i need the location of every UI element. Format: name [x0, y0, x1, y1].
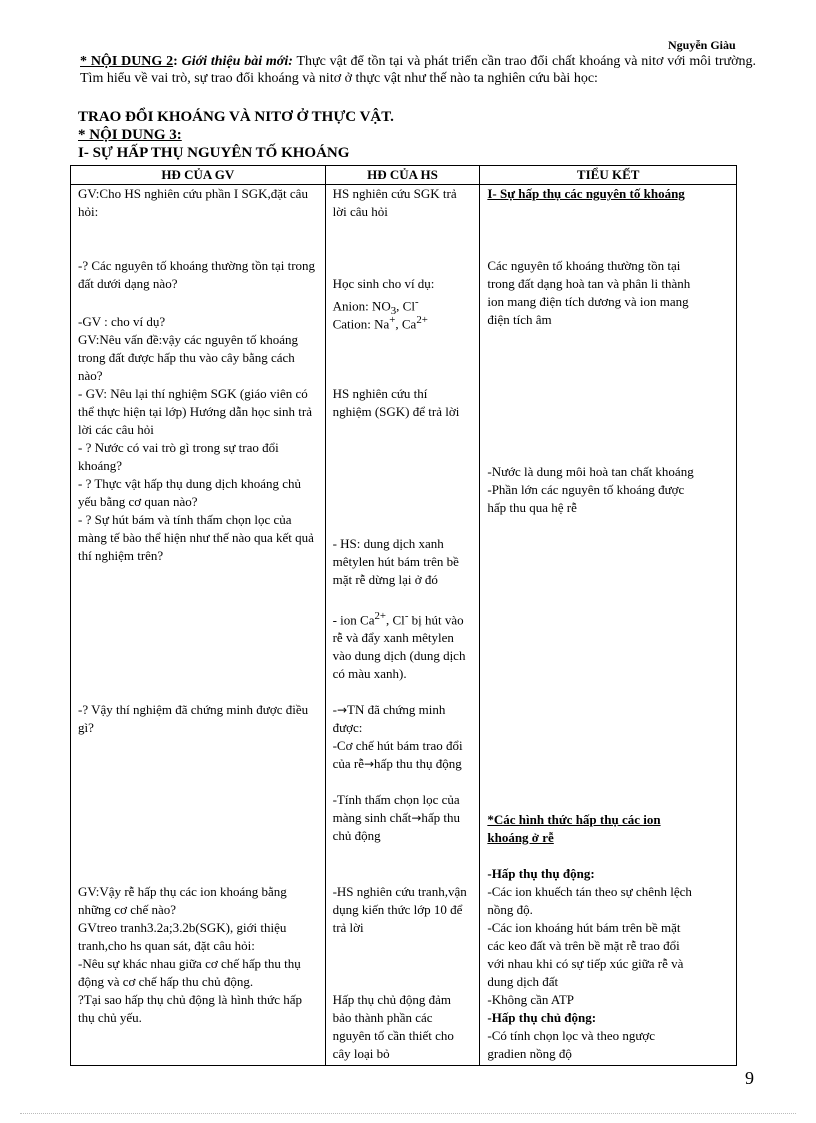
tk-subheading: -Hấp thụ thụ động:	[487, 866, 595, 881]
hs-cation-line: Cation: Na+, $Ca^{2+}$	[332, 314, 428, 332]
hs-ion-block: - ion $Ca^{2+}$, Cl- bị hút vào rễ và đẩy xanh mêtylen vào dung dịch (dung dịch có màu xanh).	[332, 610, 466, 682]
arrow-right-icon: →	[411, 811, 422, 825]
hs-block: Học sinh cho ví dụ:	[332, 276, 435, 291]
intro-paragraph: * NỘI DUNG 2: Giới thiệu bài mới: Thực vật để tồn tại và phát triển cần trao đổi chất khoáng và nitơ với môi trường. Tìm hiểu về vai trò, sự trao đổi khoáng và nitơ ở thực vật như thế nào ta nghiên cứu bài học:	[80, 54, 757, 86]
tk-block: -Nước là dung môi hoà tan chất khoáng -Phần lớn các nguyên tố khoáng được hấp thu qua hệ rễ	[487, 464, 694, 515]
gv-block: -? Các nguyên tố khoáng thường tồn tại trong đất dưới dạng nào?	[78, 258, 316, 291]
hs-block: - HS: dung dịch xanh mêtylen hút bám trên bề mặt rễ dừng lại ở đó	[332, 536, 459, 587]
tk-block: -Có tính chọn lọc và theo ngược gradien nồng độ	[487, 1028, 656, 1061]
hs-mechanism-active: -Tính thấm chọn lọc của màng sinh chất→hấp thu chủ động	[332, 792, 461, 843]
intro-text: Thực vật để tồn tại và phát triển cần trao đổi chất khoáng và nitơ với môi trường. Tìm hiểu về vai trò, sự trao đổi khoáng và nitơ ở thực vật như thế nào ta nghiên cứu bài học:	[80, 54, 757, 86]
hs-block: Hấp thụ chủ động đảm bảo thành phần các nguyên tố cần thiết cho cây loại bỏ	[332, 992, 454, 1061]
tk-heading: *Các hình thức hấp thụ các ion khoáng ở rễ	[487, 812, 661, 845]
page-bottom-divider	[20, 1113, 796, 1114]
intro-label: * NỘI DUNG 2	[80, 54, 174, 69]
tk-column	[480, 185, 737, 1066]
hs-block: -HS nghiên cứu tranh,vận dụng kiến thức lớp 10 để trả lời	[332, 884, 467, 935]
author-name: Nguyễn Giàu	[668, 38, 736, 52]
tk-heading: I- Sự hấp thụ các nguyên tố khoáng	[487, 186, 685, 201]
table-header-row	[71, 166, 737, 185]
tk-block: Các nguyên tố khoáng thường tồn tại trong đất dạng hoà tan và phân li thành ion mang điện tích dương và ion mang điện tích âm	[487, 258, 691, 327]
section-title: I- SỰ HẤP THỤ NGUYÊN TỐ KHOÁNG	[78, 145, 350, 161]
lesson-title: TRAO ĐỔI KHOÁNG VÀ NITƠ Ở THỰC VẬT.	[78, 109, 394, 125]
table-row	[71, 185, 737, 1066]
intro-sublabel: Giới thiệu bài mới:	[181, 54, 293, 69]
page-number: 9	[745, 1068, 754, 1088]
arrow-right-icon: →	[336, 703, 347, 717]
section-label: * NỘI DUNG 3:	[78, 127, 182, 143]
gv-column	[71, 185, 326, 1066]
hs-column	[325, 185, 480, 1066]
hs-block: HS nghiên cứu thí nghiệm (SGK) để trả lời	[332, 386, 460, 419]
arrow-right-icon: →	[363, 757, 375, 771]
gv-block: -GV : cho ví dụ? GV:Nêu vấn đề:vậy các nguyên tố khoáng trong đất được hấp thu vào cây bằng cách nào? - GV: Nêu lại thí nghiệm SGK (giáo viên có thể thực hiện tại lớp) Hướng dẫn học sinh trả lời các câu hỏi - ? Nước có vai trò gì trong sự trao đổi khoáng? - ? Thực vật hấp thụ dung dịch khoáng chủ yếu bằng cơ quan nào? - ? Sự hút bám và tính thấm chọn lọc của màng tế bào thể hiện như thế nào qua kết quả thí nghiệm trên?	[78, 314, 314, 563]
tk-block: -Các ion khuếch tán theo sự chênh lệch nồng độ. -Các ion khoáng hút bám trên bề mặt các keo đất và trên bề mặt rễ trao đổi với nhau khi có sự tiếp xúc giữa rễ và dung dịch đất -Không cần ATP	[487, 884, 692, 1007]
lesson-table	[70, 165, 737, 1066]
header-gv: HĐ CỦA GV	[71, 166, 326, 185]
gv-block: GV:Cho HS nghiên cứu phần I SGK,đặt câu hỏi:	[78, 186, 308, 219]
gv-block: -? Vậy thí nghiệm đã chứng minh được điều gì?	[78, 702, 309, 735]
hs-anion-line: Anion: $NO_3$, Cl-	[332, 296, 419, 317]
header-tk: TIỂU KẾT	[480, 166, 737, 185]
tk-subheading: -Hấp thụ chủ động:	[487, 1010, 597, 1025]
header-hs: HĐ CỦA HS	[325, 166, 480, 185]
hs-block: HS nghiên cứu SGK trả lời câu hỏi	[332, 186, 457, 219]
hs-tn-line: -→TN đã chứng minh được:	[332, 702, 446, 735]
gv-block: GV:Vậy rễ hấp thụ các ion khoáng bằng những cơ chế nào? GVtreo tranh3.2a;3.2b(SGK), giới thiệu tranh,cho hs quan sát, đặt câu hỏi: -Nêu sự khác nhau giữa cơ chế hấp thu thụ động và cơ chế hấp thu chủ động. ?Tại sao hấp thụ chủ động là hình thức hấp thụ chủ yếu.	[78, 884, 303, 1025]
hs-mechanism-passive: -Cơ chế hút bám trao đổi của rễ→hấp thu thụ động	[332, 738, 463, 771]
